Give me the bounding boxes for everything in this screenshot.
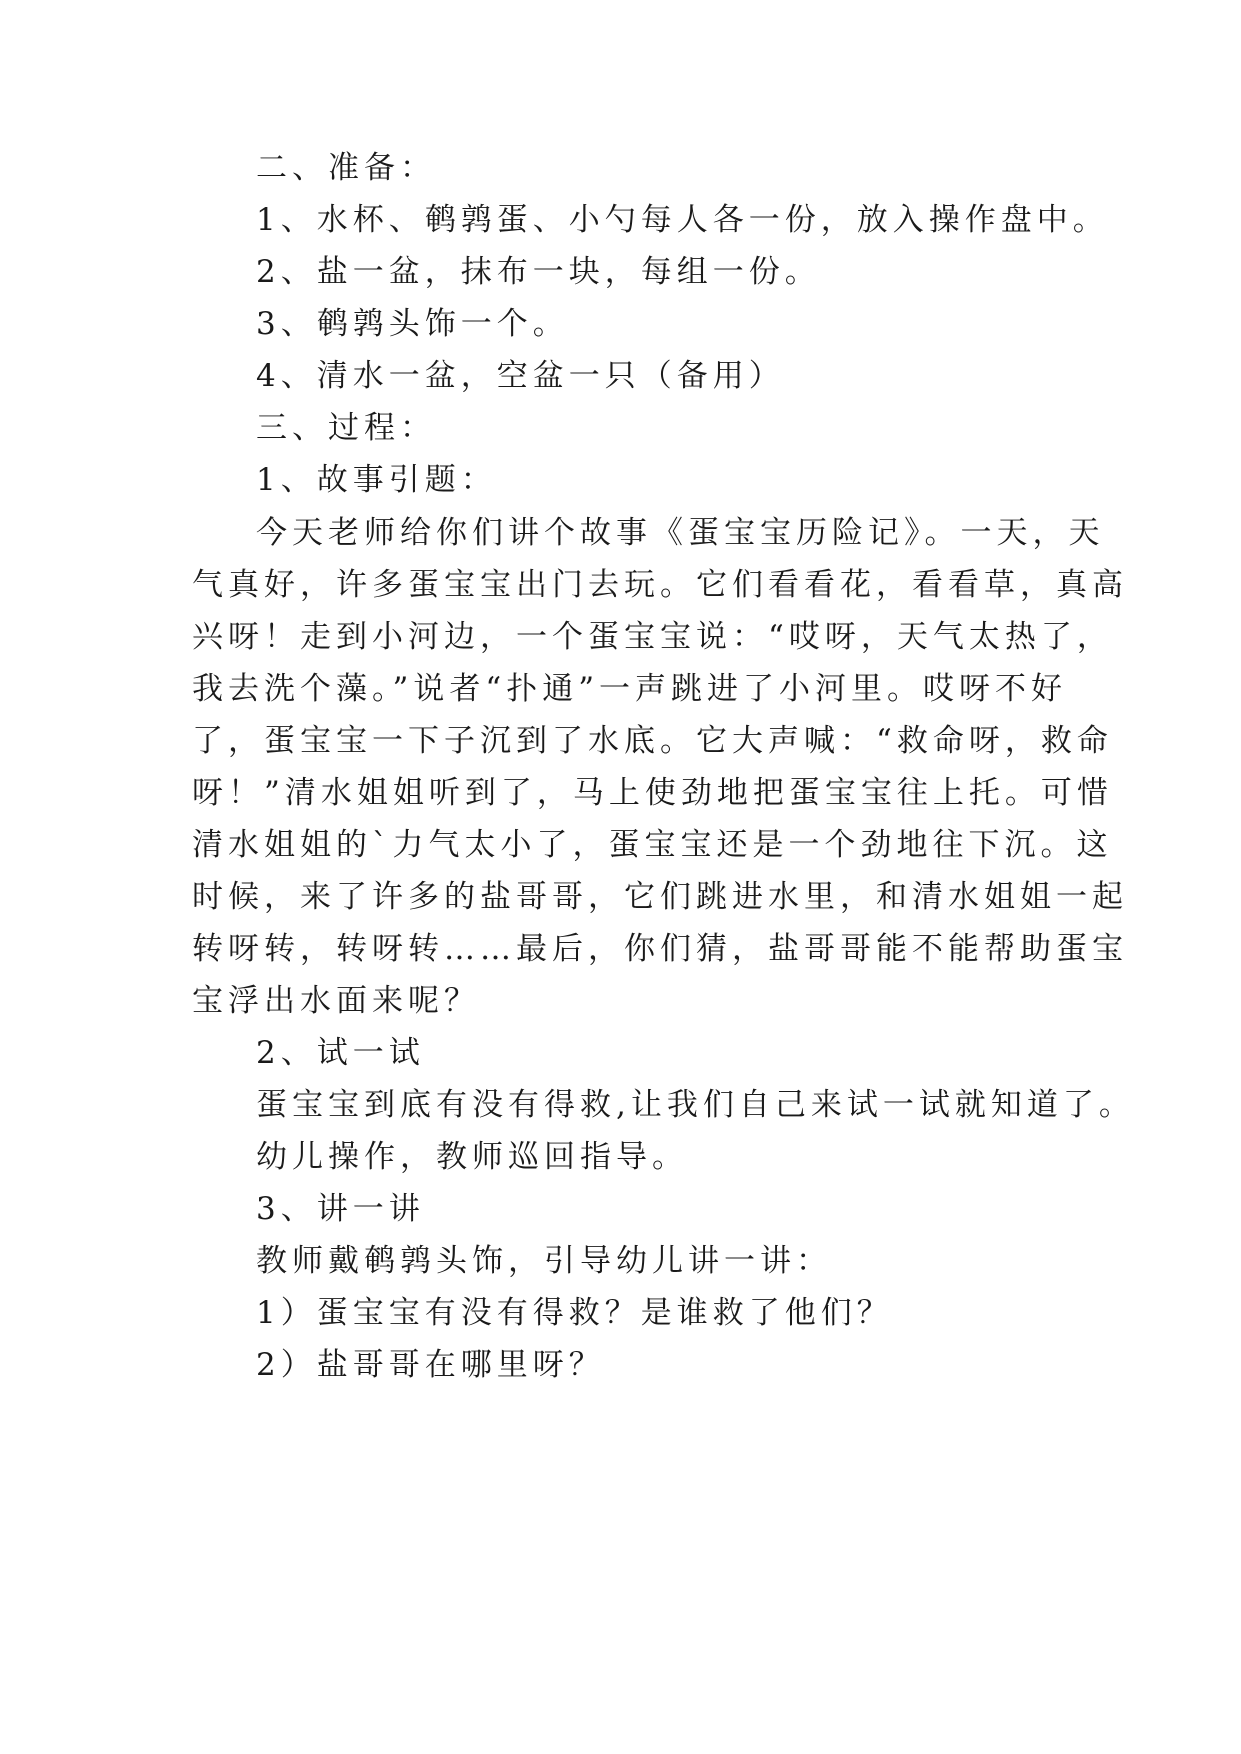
story-paragraph-line: 时候，来了许多的盐哥哥，它们跳进水里，和清水姐姐一起 — [192, 879, 1128, 915]
preparation-item-2: 2、盐一盆，抹布一块，每组一份。 — [256, 254, 821, 290]
step-3-text: 教师戴鹌鹑头饰，引导幼儿讲一讲： — [256, 1243, 832, 1279]
step-3-question-1: 1）蛋宝宝有没有得救？是谁救了他们？ — [256, 1295, 893, 1331]
section-heading-process: 三、过程： — [256, 410, 436, 446]
story-paragraph-line: 转呀转，转呀转……最后，你们猜，盐哥哥能不能帮助蛋宝 — [192, 931, 1128, 967]
preparation-item-1: 1、水杯、鹌鹑蛋、小勺每人各一份，放入操作盘中。 — [256, 202, 1109, 238]
story-paragraph-line: 今天老师给你们讲个故事《蛋宝宝历险记》。一天，天 — [256, 515, 1105, 551]
story-paragraph-line: 宝浮出水面来呢？ — [192, 983, 480, 1019]
story-paragraph-line: 了，蛋宝宝一下子沉到了水底。它大声喊：“救命呀，救命 — [192, 723, 1113, 759]
story-paragraph-line: 兴呀！走到小河边，一个蛋宝宝说：“哎呀，天气太热了， — [192, 619, 1113, 655]
process-step-2-heading: 2、试一试 — [256, 1035, 425, 1071]
story-paragraph-line: 呀！”清水姐姐听到了，马上使劲地把蛋宝宝往上托。可惜 — [192, 775, 1113, 811]
step-3-question-2: 2）盐哥哥在哪里呀？ — [256, 1347, 605, 1383]
preparation-item-3: 3、鹌鹑头饰一个。 — [256, 306, 569, 342]
section-heading-preparation: 二、准备： — [256, 150, 436, 186]
story-paragraph-line: 我去洗个藻。”说者“扑通”一声跳进了小河里。哎呀不好 — [192, 671, 1068, 707]
step-2-text: 幼儿操作，教师巡回指导。 — [256, 1139, 688, 1175]
process-step-3-heading: 3、讲一讲 — [256, 1191, 425, 1227]
process-step-1-heading: 1、故事引题： — [256, 462, 497, 498]
step-2-text: 蛋宝宝到底有没有得救,让我们自己来试一试就知道了。 — [256, 1087, 1135, 1123]
story-paragraph-line: 气真好，许多蛋宝宝出门去玩。它们看看花，看看草，真高 — [192, 567, 1128, 603]
preparation-item-4: 4、清水一盆，空盆一只（备用） — [256, 358, 785, 394]
story-paragraph-line: 清水姐姐的`力气太小了，蛋宝宝还是一个劲地往下沉。这 — [192, 827, 1113, 863]
